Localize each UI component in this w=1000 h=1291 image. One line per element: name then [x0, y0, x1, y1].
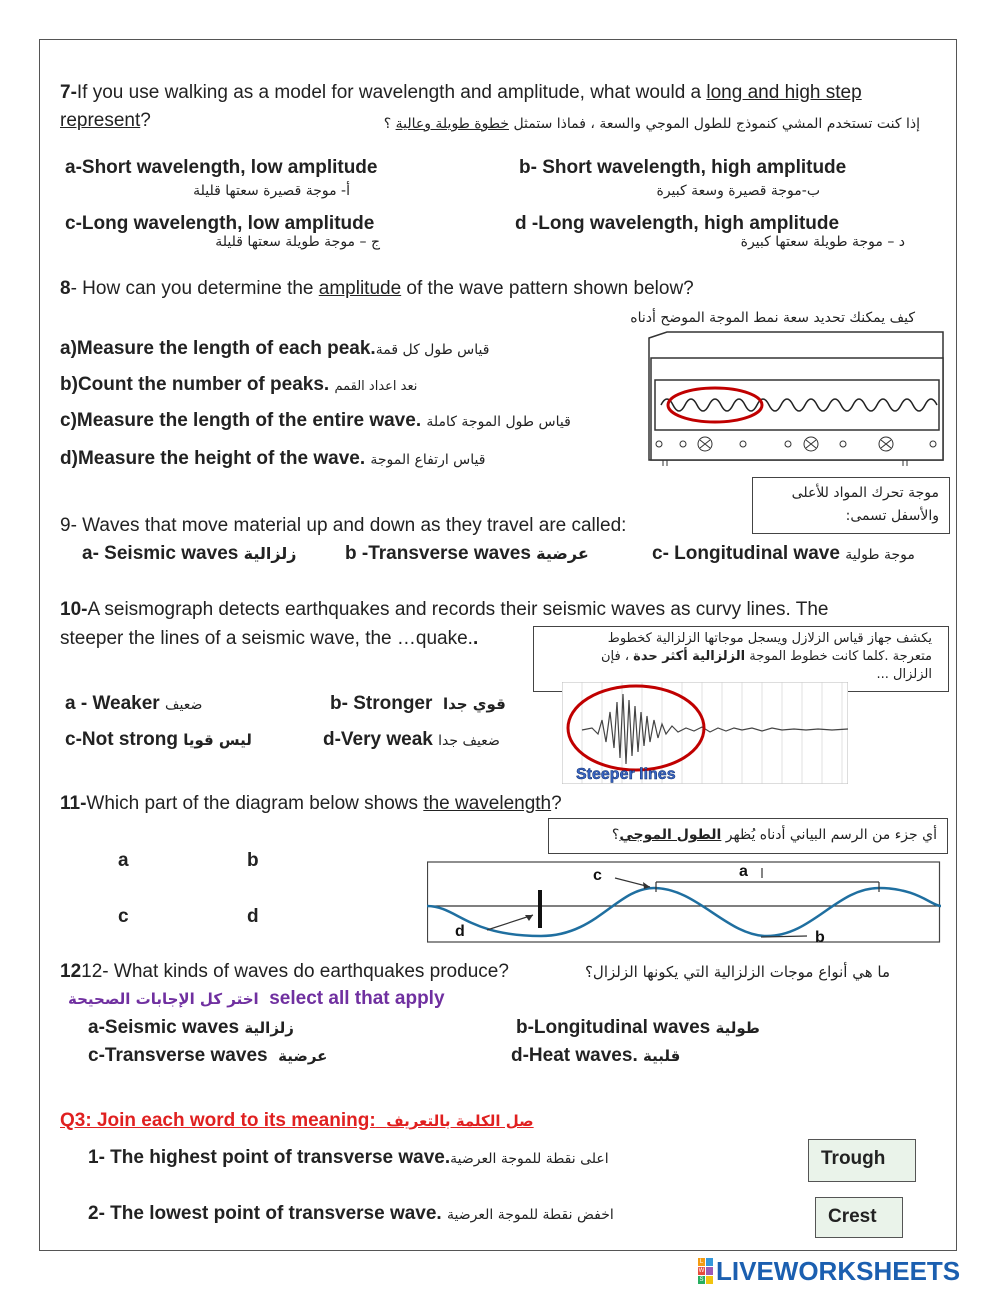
q3-item-1[interactable]: 1- The highest point of transverse wave.اعلى نقطة للموجة العرضية: [88, 1147, 609, 1168]
q8-option-b[interactable]: b)Count the number of peaks. نعد اعداد القمم: [60, 374, 418, 395]
logo-text: LIVEWORKSHEETS: [716, 1256, 961, 1286]
diagram-label-c: c: [593, 867, 602, 884]
q11-option-d[interactable]: d: [247, 906, 259, 927]
q10-option-b[interactable]: b- Stronger قوي جدا: [330, 693, 506, 714]
q7-option-b[interactable]: b- Short wavelength, high amplitude: [519, 157, 847, 178]
q12-select-all: اختر كل الإجابات الصحيحة select all that apply: [68, 988, 445, 1009]
q7-option-a[interactable]: a-Short wavelength, low amplitude: [65, 157, 378, 178]
word-trough[interactable]: Trough: [808, 1139, 916, 1182]
q10-arabic-3: الزلزال ...: [876, 667, 932, 682]
seismograph-image: [562, 682, 848, 784]
q7-option-c[interactable]: c-Long wavelength, low amplitude: [65, 213, 375, 234]
logo-tile-3: S: [699, 1277, 704, 1283]
logo-tile-1: L: [699, 1259, 704, 1265]
q7-option-d[interactable]: d -Long wavelength, high amplitude: [515, 213, 840, 234]
diagram-label-d: d: [455, 923, 465, 940]
diagram-label-a: a: [739, 863, 748, 880]
q8-text: 8- How can you determine the amplitude of the wave pattern shown below?: [60, 278, 694, 299]
q7-arabic: إذا كنت تستخدم المشي كنموذج للطول الموجي والسعة ، فماذا ستمثل خطوة طويلة وعالية ؟: [383, 116, 920, 132]
q11-arabic-box: [548, 818, 948, 854]
q9-option-c[interactable]: c- Longitudinal wave موجة طولية: [652, 543, 915, 564]
diagram-label-b: b: [815, 929, 825, 944]
q12-arabic: ما هي أنواع موجات الزلزالية التي يكونها الزلزال؟: [584, 963, 890, 981]
q10-option-a[interactable]: a - Weaker ضعيف: [65, 693, 203, 714]
q12-option-b[interactable]: b-Longitudinal waves طولية: [516, 1017, 760, 1038]
q7-option-d-ar: د – موجة طويلة سعتها كبيرة: [740, 234, 905, 250]
q12-option-d[interactable]: d-Heat waves. قلبية: [511, 1045, 681, 1066]
q8-arabic: كيف يمكنك تحديد سعة نمط الموجة الموضح أدناه: [630, 310, 915, 326]
q3-title: Q3: Join each word to its meaning: صل الكلمة بالتعريف: [60, 1110, 534, 1131]
q10-text: 10-A seismograph detects earthquakes and records their seismic waves as curvy lines. The: [60, 599, 829, 620]
q7-option-b-ar: ب-موجة قصيرة وسعة كبيرة: [656, 183, 820, 199]
wave-diagram: [427, 858, 941, 944]
q3-item-2[interactable]: 2- The lowest point of transverse wave. اخفض نقطة للموجة العرضية: [88, 1203, 614, 1224]
q9-arabic-1: موجة تحرك المواد للأعلى: [791, 485, 939, 501]
logo-tile-2: W: [698, 1268, 705, 1274]
q7-option-c-ar: ج – موجة طويلة سعتها قليلة: [215, 234, 380, 250]
q7-text-2: represent?: [60, 110, 151, 131]
q10-option-d[interactable]: d-Very weak ضعيف جدا: [323, 729, 500, 750]
q7-text: 7-If you use walking as a model for wavelength and amplitude, what would a long and high step: [60, 82, 862, 103]
q8-option-c[interactable]: c)Measure the length of the entire wave. قياس طول الموجة كاملة: [60, 410, 571, 431]
q8-option-a[interactable]: a)Measure the length of each peak.قياس طول كل قمة: [60, 338, 490, 359]
word-crest[interactable]: Crest: [815, 1197, 903, 1238]
q10-arabic-1: يكشف جهاز قياس الزلازل ويسجل موجاتها الزلزالية كخطوط: [607, 631, 932, 646]
q9-text: 9- Waves that move material up and down as they travel are called:: [60, 515, 627, 536]
q12-text: 1212- What kinds of waves do earthquakes produce?: [60, 961, 509, 982]
q12-option-c[interactable]: c-Transverse waves عرضية: [88, 1045, 328, 1066]
q9-arabic-2: والأسفل تسمى:: [845, 508, 939, 524]
q11-option-c[interactable]: c: [118, 906, 129, 927]
q9-option-b[interactable]: b -Transverse waves عرضية: [345, 543, 589, 564]
q11-option-b[interactable]: b: [247, 850, 259, 871]
q11-option-a[interactable]: a: [118, 850, 129, 871]
q10-text-2: steeper the lines of a seismic wave, the …quake..: [60, 628, 479, 649]
q10-arabic-2: متعرجة .كلما كانت خطوط الموجة الزلزالية أكثر حدة ، فإن: [600, 649, 932, 664]
oscilloscope-image: [643, 330, 951, 470]
q8-option-d[interactable]: d)Measure the height of the wave. قياس ارتفاع الموجة: [60, 448, 486, 469]
q7-option-a-ar: أ- موجة قصيرة سعتها قليلة: [193, 183, 350, 199]
q10-option-c[interactable]: c-Not strong ليس قويا: [65, 729, 252, 750]
q9-arabic-box: [752, 477, 950, 534]
q11-text: 11-Which part of the diagram below shows the wavelength?: [60, 793, 562, 814]
q9-option-a[interactable]: a- Seismic waves زلزالية: [82, 543, 297, 564]
seismograph-caption: Steeper lines: [576, 766, 676, 783]
q11-arabic: أي جزء من الرسم البياني أدناه يُظهر الطول الموجي؟: [611, 827, 937, 843]
q12-option-a[interactable]: a-Seismic waves زلزالية: [88, 1017, 294, 1038]
